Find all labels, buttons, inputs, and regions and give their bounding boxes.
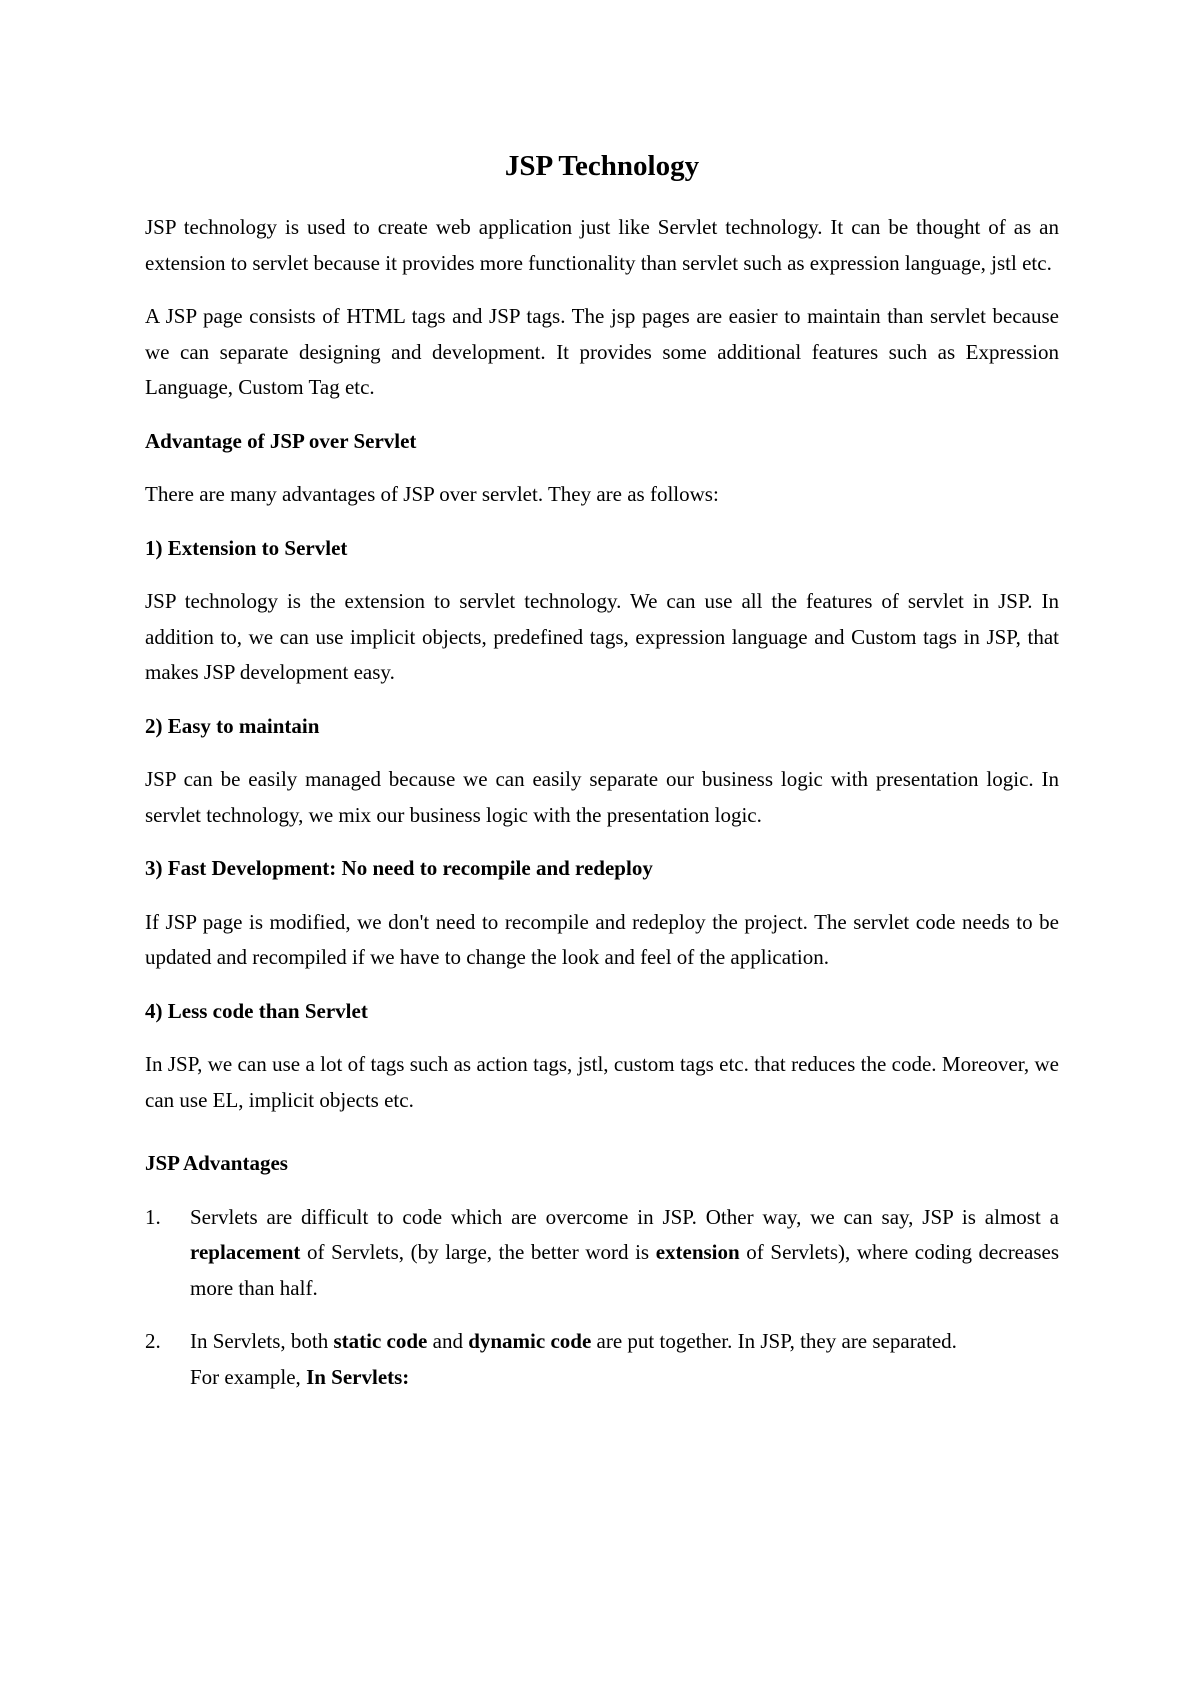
list-item-number: 1. xyxy=(145,1204,161,1229)
section-heading-4: 4) Less code than Servlet xyxy=(145,998,368,1023)
section-body-4: In JSP, we can use a lot of tags such as action tags, jstl, custom tags etc. that reduces the code. Moreover, we can use EL, implicit objects etc. xyxy=(145,1052,1059,1112)
list-item-number: 2. xyxy=(145,1329,161,1353)
list-item-text: are put together. In JSP, they are separated. For example, xyxy=(190,1329,957,1389)
list-item-text: of Servlets), where coding decreases more than half. xyxy=(190,1240,1059,1300)
section-body-1: JSP technology is the extension to servlet technology. We can use all the features of servlet in JSP. In addition to, we can use implicit objects, predefined tags, expression language and Custom tags in JSP, that makes JSP development easy. xyxy=(145,589,1059,684)
list-item-text: and xyxy=(427,1329,469,1353)
section-heading-2: 2) Easy to maintain xyxy=(145,713,320,738)
jsp-advantages-heading: JSP Advantages xyxy=(145,1151,288,1175)
list-item-text: In Servlets, both xyxy=(190,1329,334,1353)
list-item-bold-text: dynamic code xyxy=(468,1329,592,1353)
advantage-intro: There are many advantages of JSP over servlet. They are as follows: xyxy=(145,482,719,506)
page-title: JSP Technology xyxy=(504,150,700,182)
list-item-bold-text: static code xyxy=(333,1329,428,1353)
intro-paragraph-1: JSP technology is used to create web application just like Servlet technology. It can be thought of as an extension to servlet because it provides more functionality than servlet such as expression language, jstl etc. xyxy=(145,215,1059,275)
list-item xyxy=(145,1324,1059,1395)
list-item-bold-text: extension xyxy=(655,1240,740,1264)
section-body-3: If JSP page is modified, we don't need to recompile and redeploy the project. The servlet code needs to be updated and recompiled if we have to change the look and feel of the application. xyxy=(145,909,1059,969)
section-body-2: JSP can be easily managed because we can easily separate our business logic with presentation logic. In servlet technology, we mix our business logic with the presentation logic. xyxy=(145,767,1059,827)
intro-paragraph-2: A JSP page consists of HTML tags and JSP tags. The jsp pages are easier to maintain than servlet because we can separate designing and development. It provides some additional features such as Expression Language, Custom Tag etc. xyxy=(145,304,1059,399)
section-heading-3: 3) Fast Development: No need to recompile and redeploy xyxy=(145,856,653,880)
advantage-heading: Advantage of JSP over Servlet xyxy=(145,428,417,453)
list-item-bold-text: In Servlets: xyxy=(306,1364,410,1389)
list-item-text: of Servlets, (by large, the better word is xyxy=(300,1240,656,1264)
document-content xyxy=(145,140,1059,1413)
list-item-bold-text: replacement xyxy=(190,1240,301,1264)
list-item xyxy=(145,1200,1059,1307)
list-item-text: Servlets are difficult to code which are overcome in JSP. Other way, we can say, JSP is almost a xyxy=(190,1204,1059,1229)
jsp-advantages-list xyxy=(145,1200,1059,1396)
section-heading-1: 1) Extension to Servlet xyxy=(145,535,348,560)
